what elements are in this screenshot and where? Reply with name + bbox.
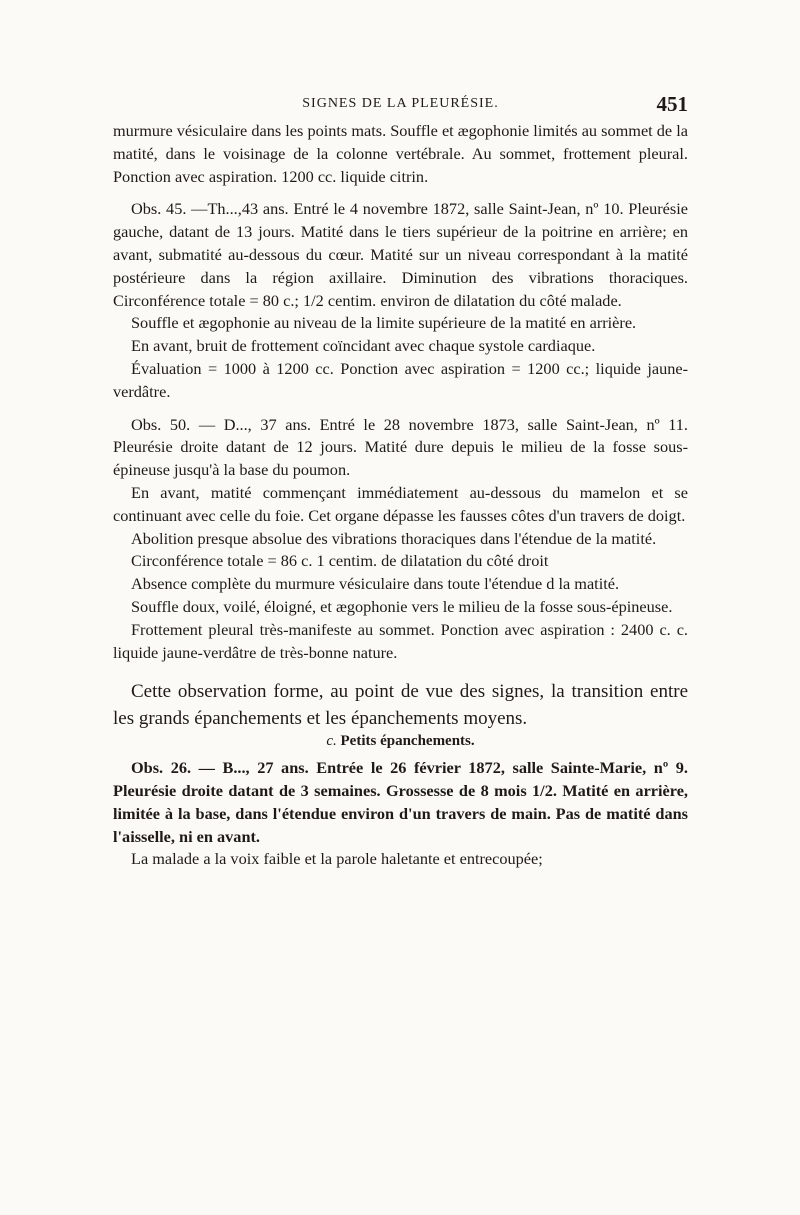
paragraph: Circonférence totale = 86 c. 1 centim. de dilatation du côté droit <box>131 551 549 571</box>
observation-45: Obs. 45. —Th...,43 ans. Entré le 4 novembre 1872, salle Saint-Jean, nº 10. Pleurésie gauche, datant de 13 jours. Matité dans le tiers supérieur de la poitrine en arrière; en avant, submatité au-dessous du cœur. Matité sur un niveau correspondant à la matité postérieure dans la région axillaire. Diminution des vibrations thoraciques. Circonférence totale = 80 c.; 1/2 centim. environ de dilatation du côté malade. <box>113 199 688 310</box>
paragraph: Abolition presque absolue des vibrations thoraciques dans l'étendue de la matité. <box>131 528 657 548</box>
paragraph: La malade a la voix faible et la parole haletante et entrecoupée; <box>131 849 543 869</box>
running-title: SIGNES DE LA PLEURÉSIE. <box>302 96 499 111</box>
transition-paragraph: Cette observation forme, au point de vue des signes, la transition entre les grands épanchements et les épanchements moyens. <box>113 681 688 730</box>
paragraph: En avant, matité commençant immédiatement au-dessous du mamelon et se continuant avec celle du foie. Cet organe dépasse les fausses côtes d'un travers de doigt. <box>113 482 688 525</box>
paragraph: Frottement pleural très-manifeste au sommet. Ponction avec aspiration : 2400 c. c. liquide jaune-verdâtre de très-bonne nature. <box>113 619 688 662</box>
paragraph: Souffle doux, voilé, éloigné, et ægophonie vers le milieu de la fosse sous-épineuse. <box>131 596 673 616</box>
book-page <box>113 92 688 871</box>
running-header <box>113 92 688 120</box>
section-letter: c. <box>326 733 337 750</box>
section-heading <box>113 730 688 753</box>
page-number: 451 <box>656 92 688 116</box>
paragraph: murmure vésiculaire dans les points mats. Souffle et ægophonie limités au sommet de la matité, dans le voisinage de la colonne vertébrale. Au sommet, frottement pleural. Ponction avec aspiration. 1200 cc. liquide citrin. <box>113 121 688 186</box>
body-text <box>113 120 688 871</box>
paragraph: Absence complète du murmure vésiculaire dans toute l'étendue d la matité. <box>131 574 620 594</box>
paragraph: Souffle et ægophonie au niveau de la limite supérieure de la matité en arrière. <box>131 313 637 333</box>
observation-50: Obs. 50. — D..., 37 ans. Entré le 28 novembre 1873, salle Saint-Jean, nº 11. Pleurésie droite datant de 12 jours. Matité dure depuis le milieu de la fosse sous-épineuse jusqu'à la base du poumon. <box>113 414 688 480</box>
section-title: Petits épanchements. <box>340 733 475 750</box>
paragraph: Évaluation = 1000 à 1200 cc. Ponction avec aspiration = 1200 cc.; liquide jaune-verdâtre. <box>113 358 688 401</box>
paragraph: En avant, bruit de frottement coïncidant avec chaque systole cardiaque. <box>131 336 596 356</box>
observation-26: Obs. 26. — B..., 27 ans. Entrée le 26 février 1872, salle Sainte-Marie, nº 9. Pleurésie droite datant de 3 semaines. Grossesse de 8 mois 1/2. Matité en arrière, limitée à la base, dans l'étendue environ d'un travers de main. Pas de matité dans l'aisselle, ni en avant. <box>113 758 688 846</box>
